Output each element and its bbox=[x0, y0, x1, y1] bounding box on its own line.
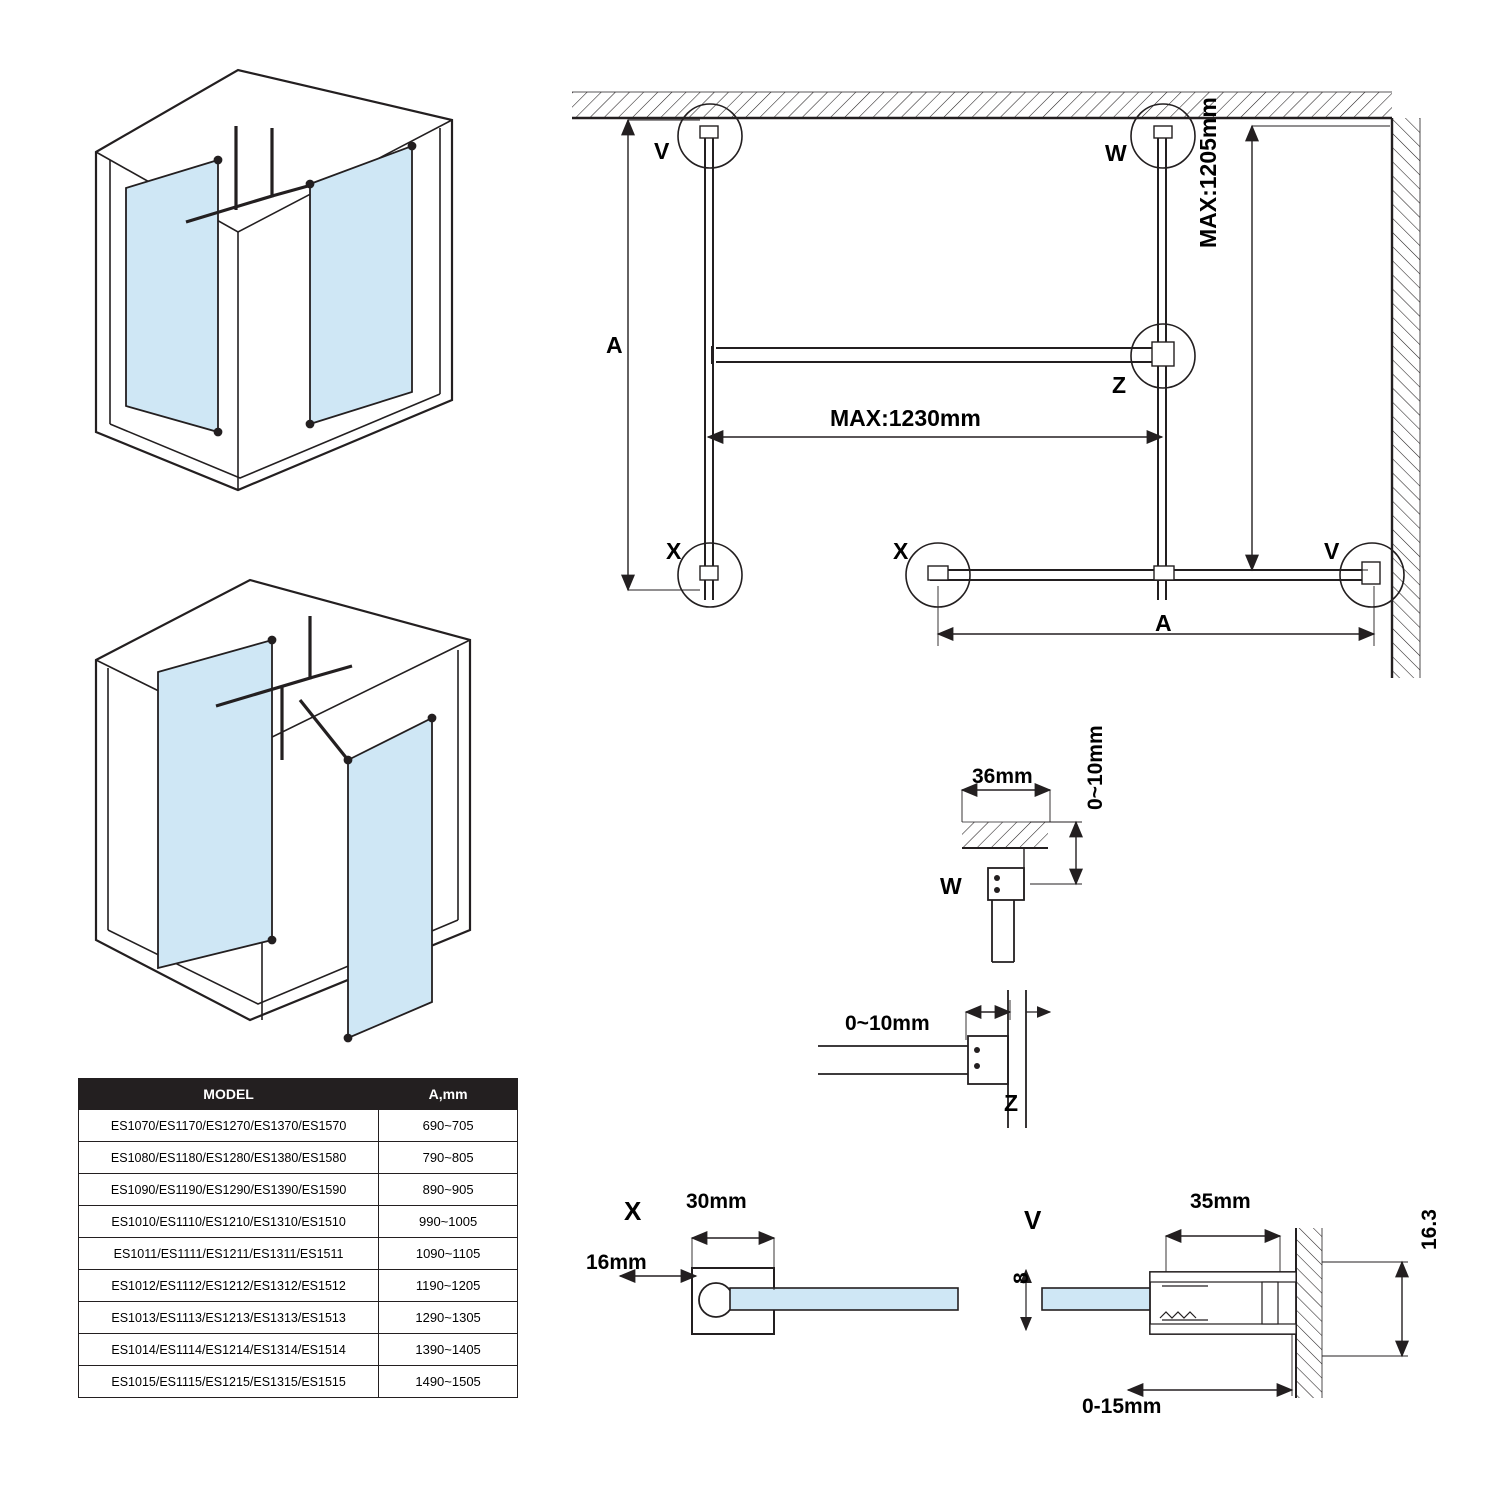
table-row bbox=[79, 1206, 518, 1238]
cell-model: ES1014/ES1114/ES1214/ES1314/ES1514 bbox=[79, 1334, 379, 1366]
iso-view-bottom bbox=[96, 580, 470, 1041]
table-row bbox=[79, 1366, 518, 1398]
header-a: A,mm bbox=[379, 1079, 518, 1110]
plan-view bbox=[572, 92, 1420, 678]
cell-model: ES1011/ES1111/ES1211/ES1311/ES1511 bbox=[79, 1238, 379, 1270]
table-row bbox=[79, 1302, 518, 1334]
dim-max-height: MAX:1205mm bbox=[1195, 97, 1221, 248]
detail-w-dim-side: 0~10mm bbox=[1084, 725, 1107, 810]
callout-v-bottom: V bbox=[1324, 538, 1340, 564]
cell-a: 1390~1405 bbox=[379, 1334, 518, 1366]
cell-a: 990~1005 bbox=[379, 1206, 518, 1238]
table-row bbox=[79, 1110, 518, 1142]
detail-z-tag: Z bbox=[1004, 1090, 1019, 1116]
cell-a: 1290~1305 bbox=[379, 1302, 518, 1334]
detail-v-dim-top: 35mm bbox=[1190, 1190, 1251, 1213]
detail-v-dim-bottom: 0-15mm bbox=[1082, 1395, 1162, 1418]
detail-x-dim-left: 16mm bbox=[586, 1251, 647, 1274]
detail-v-tag: V bbox=[1024, 1205, 1042, 1235]
detail-w-tag: W bbox=[940, 873, 962, 899]
dim-max-width: MAX:1230mm bbox=[830, 405, 981, 431]
cell-model: ES1012/ES1112/ES1212/ES1312/ES1512 bbox=[79, 1270, 379, 1302]
iso-view-top bbox=[96, 70, 452, 490]
cell-model: ES1080/ES1180/ES1280/ES1380/ES1580 bbox=[79, 1142, 379, 1174]
callout-w: W bbox=[1105, 140, 1127, 166]
callout-x-bottom: X bbox=[893, 538, 909, 564]
cell-model: ES1090/ES1190/ES1290/ES1390/ES1590 bbox=[79, 1174, 379, 1206]
cell-model: ES1010/ES1110/ES1210/ES1310/ES1510 bbox=[79, 1206, 379, 1238]
detail-x-tag: X bbox=[624, 1196, 642, 1226]
callout-x-left: X bbox=[666, 538, 682, 564]
cell-a: 690~705 bbox=[379, 1110, 518, 1142]
cell-model: ES1015/ES1115/ES1215/ES1315/ES1515 bbox=[79, 1366, 379, 1398]
cell-a: 790~805 bbox=[379, 1142, 518, 1174]
detail-v bbox=[1026, 1228, 1408, 1398]
table-body bbox=[79, 1110, 518, 1398]
detail-v-dim-glass: 8 bbox=[1010, 1272, 1033, 1284]
detail-w-dim-top: 36mm bbox=[972, 765, 1033, 788]
cell-a: 1190~1205 bbox=[379, 1270, 518, 1302]
table-row bbox=[79, 1238, 518, 1270]
callout-z: Z bbox=[1112, 372, 1127, 398]
detail-z-dim-top: 0~10mm bbox=[845, 1012, 930, 1035]
table-row bbox=[79, 1334, 518, 1366]
table-row bbox=[79, 1142, 518, 1174]
cell-model: ES1013/ES1113/ES1213/ES1313/ES1513 bbox=[79, 1302, 379, 1334]
table-row bbox=[79, 1174, 518, 1206]
cell-a: 1490~1505 bbox=[379, 1366, 518, 1398]
detail-x bbox=[620, 1238, 958, 1334]
table-row bbox=[79, 1270, 518, 1302]
dim-a-bottom: A bbox=[1155, 610, 1172, 636]
dim-a-left: A bbox=[606, 332, 623, 358]
detail-x-dim-top: 30mm bbox=[686, 1190, 747, 1213]
table-header-row bbox=[79, 1079, 518, 1110]
model-spec-table bbox=[78, 1078, 518, 1398]
cell-model: ES1070/ES1170/ES1270/ES1370/ES1570 bbox=[79, 1110, 379, 1142]
detail-w bbox=[962, 790, 1082, 962]
detail-v-dim-right: 16.3 bbox=[1418, 1209, 1441, 1250]
header-model: MODEL bbox=[79, 1079, 379, 1110]
callout-v-top: V bbox=[654, 138, 670, 164]
cell-a: 890~905 bbox=[379, 1174, 518, 1206]
cell-a: 1090~1105 bbox=[379, 1238, 518, 1270]
